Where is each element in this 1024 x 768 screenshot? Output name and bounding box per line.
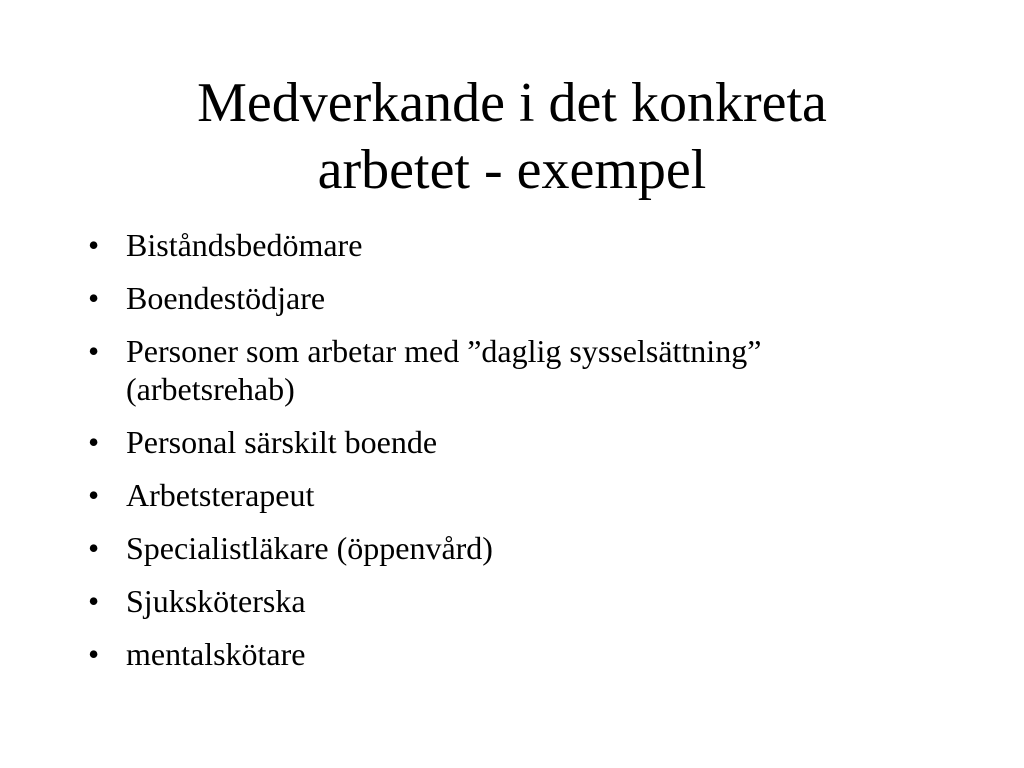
bullet-item [88,332,968,408]
slide-title-line: arbetet - exempel [317,139,707,201]
bullet-icon: • [88,636,100,672]
bullet-text: Personer som arbetar med ”daglig sysselsättning” [126,333,762,369]
bullet-icon: • [88,477,100,513]
bullet-text-continuation: (arbetsrehab) [126,371,295,407]
bullet-icon: • [88,424,100,460]
bullet-icon: • [88,227,100,263]
slide-title-line: Medverkande i det konkreta [197,72,827,134]
bullet-item [88,423,968,461]
bullet-text: Arbetsterapeut [126,477,315,513]
bullet-icon: • [88,333,100,369]
bullet-text: Boendestödjare [126,280,326,316]
bullet-text: Specialistläkare (öppenvård) [126,530,493,566]
bullet-icon: • [88,530,100,566]
bullet-item [88,226,968,264]
bullet-item [88,476,968,514]
bullet-list [88,226,968,688]
bullet-text: mentalskötare [126,636,306,672]
bullet-icon: • [88,280,100,316]
bullet-icon: • [88,583,100,619]
bullet-item [88,529,968,567]
slide-title [60,70,964,204]
bullet-item [88,279,968,317]
bullet-item [88,635,968,673]
bullet-text: Biståndsbedömare [126,227,363,263]
bullet-text: Personal särskilt boende [126,424,438,460]
bullet-text: Sjuksköterska [126,583,306,619]
bullet-item [88,582,968,620]
